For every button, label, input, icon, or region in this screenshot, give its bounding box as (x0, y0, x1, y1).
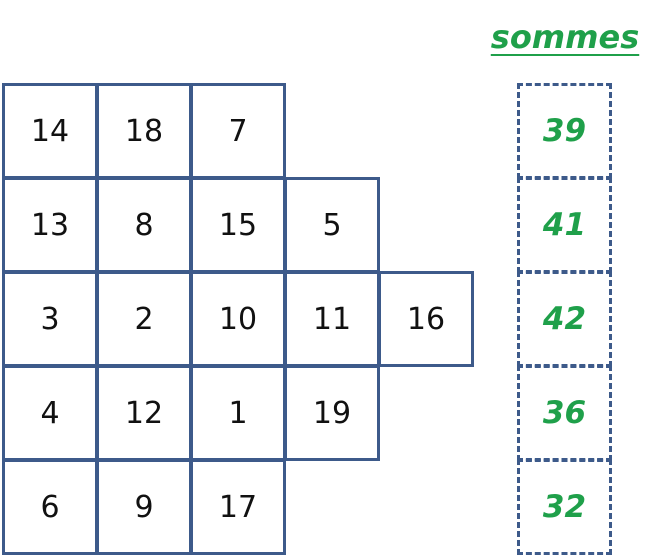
grid-cell: 2 (96, 271, 192, 367)
grid-cell: 7 (190, 83, 286, 179)
grid-cell: 14 (2, 83, 98, 179)
row-sum: 41 (517, 177, 612, 273)
grid-cell: 5 (284, 177, 380, 273)
sums-title: sommes (490, 18, 640, 56)
grid-cell: 9 (96, 459, 192, 555)
grid-cell: 6 (2, 459, 98, 555)
grid-cell: 13 (2, 177, 98, 273)
grid-cell: 11 (284, 271, 380, 367)
grid-cell: 17 (190, 459, 286, 555)
row-sum: 36 (517, 365, 612, 461)
grid-cell: 15 (190, 177, 286, 273)
grid-cell: 1 (190, 365, 286, 461)
grid-cell: 4 (2, 365, 98, 461)
row-sum: 32 (517, 459, 612, 555)
grid-cell: 18 (96, 83, 192, 179)
grid-cell: 12 (96, 365, 192, 461)
row-sum: 42 (517, 271, 612, 367)
grid-cell: 3 (2, 271, 98, 367)
grid-cell: 19 (284, 365, 380, 461)
grid-cell: 10 (190, 271, 286, 367)
grid-cell: 8 (96, 177, 192, 273)
grid-cell: 16 (378, 271, 474, 367)
row-sum: 39 (517, 83, 612, 179)
